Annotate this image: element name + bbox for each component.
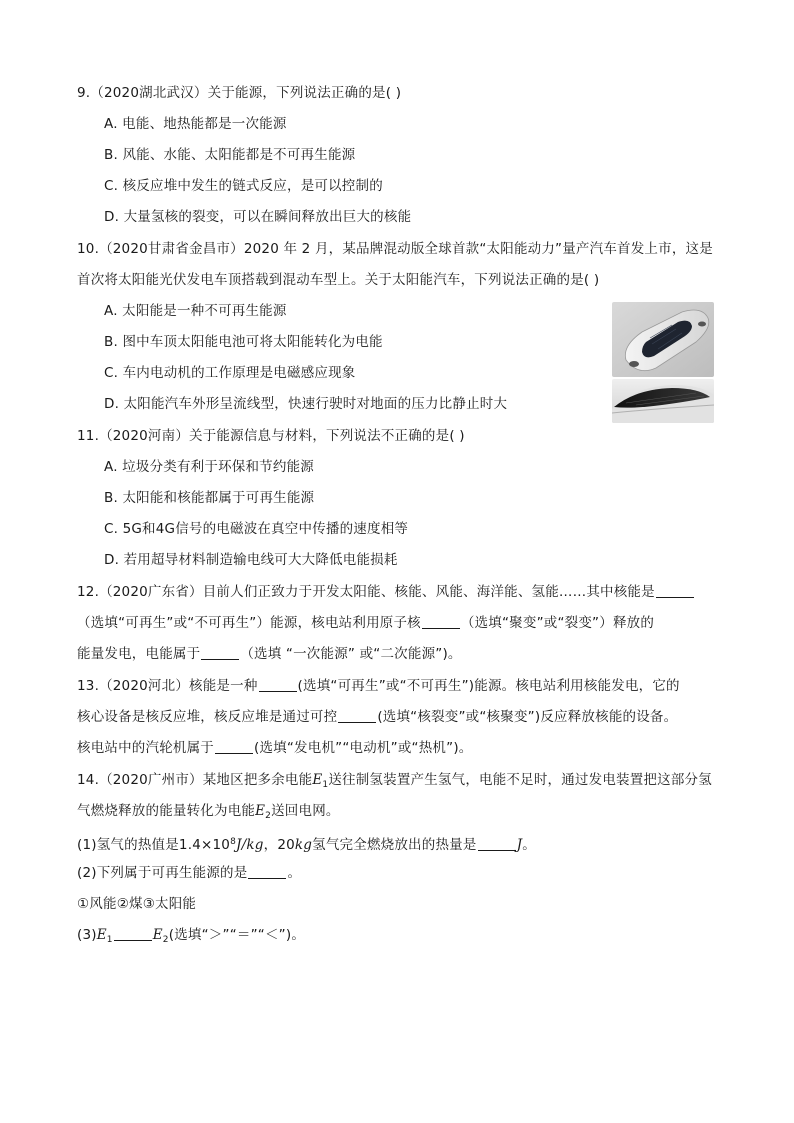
q10-option-c: C. 车内电动机的工作原理是电磁感应现象	[104, 365, 356, 381]
q14-part2-options: ①风能②煤③太阳能	[77, 896, 197, 912]
q14-p1-j: J	[516, 837, 523, 853]
car-top-photo	[612, 302, 714, 377]
q12-text-3a: 能量发电，电能属于	[77, 646, 201, 662]
q14-p3-e1-sub: 1	[106, 935, 113, 945]
q11-stem: 11.（2020河南）关于能源信息与材料，下列说法不正确的是( )	[77, 428, 465, 444]
q14-p1-text-d: 。	[522, 837, 536, 853]
q14-text-2b: 送回电网。	[271, 803, 340, 819]
q14-e2-sub: 2	[265, 811, 272, 821]
q12-line3	[77, 645, 462, 663]
q12-line1	[77, 583, 695, 601]
q14-line2	[77, 802, 340, 825]
q14-e1-var: E	[312, 772, 323, 788]
q10-stem-line2: 首次将太阳能光伏发电车顶搭载到混动车型上。关于太阳能汽车，下列说法正确的是( )	[77, 272, 600, 288]
q11-option-b: B. 太阳能和核能都属于可再生能源	[104, 490, 315, 506]
q14-blank-3	[114, 926, 152, 941]
q14-p1-text-a: (1)氢气的热值是1.4×	[77, 837, 213, 853]
q14-part1	[77, 833, 536, 854]
q12-text-2b: （选填“聚变”或“裂变”）释放的	[460, 615, 655, 631]
q13-text-1a: 13.（2020河北）核能是一种	[77, 678, 258, 694]
q13-text-2a: 核心设备是核反应堆，核反应堆是通过可控	[77, 709, 338, 725]
q12-line2	[77, 614, 654, 632]
q13-line3	[77, 739, 473, 757]
q12-blank-3	[201, 645, 239, 660]
q12-text-1: 12.（2020广东省）目前人们正致力于开发太阳能、核能、风能、海洋能、氢能……其中核能是	[77, 584, 655, 600]
q14-p2-text-b: 。	[287, 865, 302, 881]
q14-p1-unit: J/kg	[236, 837, 264, 853]
q14-p1-pow: 10	[212, 837, 231, 853]
q9-stem: 9.（2020湖北武汉）关于能源，下列说法正确的是( )	[77, 85, 402, 101]
q9-option-b: B. 风能、水能、太阳能都是不可再生能源	[104, 147, 356, 163]
q13-line2	[77, 708, 677, 726]
q12-blank-2	[422, 614, 460, 629]
q14-p1-text-c: 氢气完全燃烧放出的热量是	[312, 837, 477, 853]
q12-text-3b: （选填 “一次能源” 或“二次能源”)。	[240, 646, 462, 662]
q10-option-d: D. 太阳能汽车外形呈流线型，快速行驶时对地面的压力比静止时大	[104, 396, 508, 412]
q13-text-1b: (选填“可再生”或“不可再生”)能源。核电站利用核能发电，它的	[297, 678, 680, 694]
q14-e2-var: E	[255, 803, 266, 819]
q13-blank-2	[338, 708, 376, 723]
q10-option-a: A. 太阳能是一种不可再生能源	[104, 303, 287, 319]
q14-part2	[77, 864, 301, 882]
q14-p2-text: (2)下列属于可再生能源的是	[77, 865, 248, 881]
q14-text-1b: 送往制氢装置产生氢气，电能不足时，通过发电装置把这部分氢	[328, 772, 712, 788]
q14-text-1a: 14.（2020广州市）某地区把多余电能	[77, 772, 313, 788]
q13-text-2b: (选填“核裂变”或“核聚变”)反应释放核能的设备。	[377, 709, 678, 725]
q14-p3-text-a: (3)	[77, 927, 97, 943]
q9-option-d: D. 大量氢核的裂变，可以在瞬间释放出巨大的核能	[104, 209, 412, 225]
q14-part3	[77, 926, 305, 949]
q11-option-d: D. 若用超导材料制造输电线可大大降低电能损耗	[104, 552, 398, 568]
q14-line1	[77, 771, 712, 794]
q14-blank-2	[248, 864, 286, 879]
q14-p3-e1-var: E	[96, 927, 107, 943]
q14-text-2a: 气燃烧释放的能量转化为电能	[77, 803, 256, 819]
q14-p1-kg: kg	[294, 837, 313, 853]
q14-e1-sub: 1	[322, 780, 329, 790]
q13-blank-3	[215, 739, 253, 754]
q11-option-c: C. 5G和4G信号的电磁波在真空中传播的速度相等	[104, 521, 409, 537]
q9-option-a: A. 电能、地热能都是一次能源	[104, 116, 287, 132]
q14-p1-exp: 8	[230, 837, 237, 847]
q13-blank-1	[259, 677, 297, 692]
car-roof-photo	[612, 379, 714, 423]
q12-blank-1	[656, 583, 694, 598]
q13-text-3b: (选填“发电机”“电动机”或“热机”)。	[254, 740, 473, 756]
q13-line1	[77, 677, 680, 695]
q14-p3-text-b: (选填“＞”“＝”“＜”)。	[168, 927, 306, 943]
q11-option-a: A. 垃圾分类有利于环保和节约能源	[104, 459, 314, 475]
q10-option-b: B. 图中车顶太阳能电池可将太阳能转化为电能	[104, 334, 383, 350]
q9-option-c: C. 核反应堆中发生的链式反应，是可以控制的	[104, 178, 383, 194]
q14-blank-1	[478, 836, 516, 851]
q12-text-2a: （选填“可再生”或“不可再生”）能源，核电站利用原子核	[77, 615, 421, 631]
q14-p1-text-b: ，20	[263, 837, 295, 853]
q14-p3-e2-sub: 2	[162, 935, 169, 945]
q14-p3-e2-var: E	[152, 927, 163, 943]
q13-text-3a: 核电站中的汽轮机属于	[77, 740, 214, 756]
q10-stem-line1: 10.（2020甘肃省金昌市）2020 年 2 月，某品牌混动版全球首款“太阳能动力”量产汽车首发上市，这是	[77, 241, 713, 257]
